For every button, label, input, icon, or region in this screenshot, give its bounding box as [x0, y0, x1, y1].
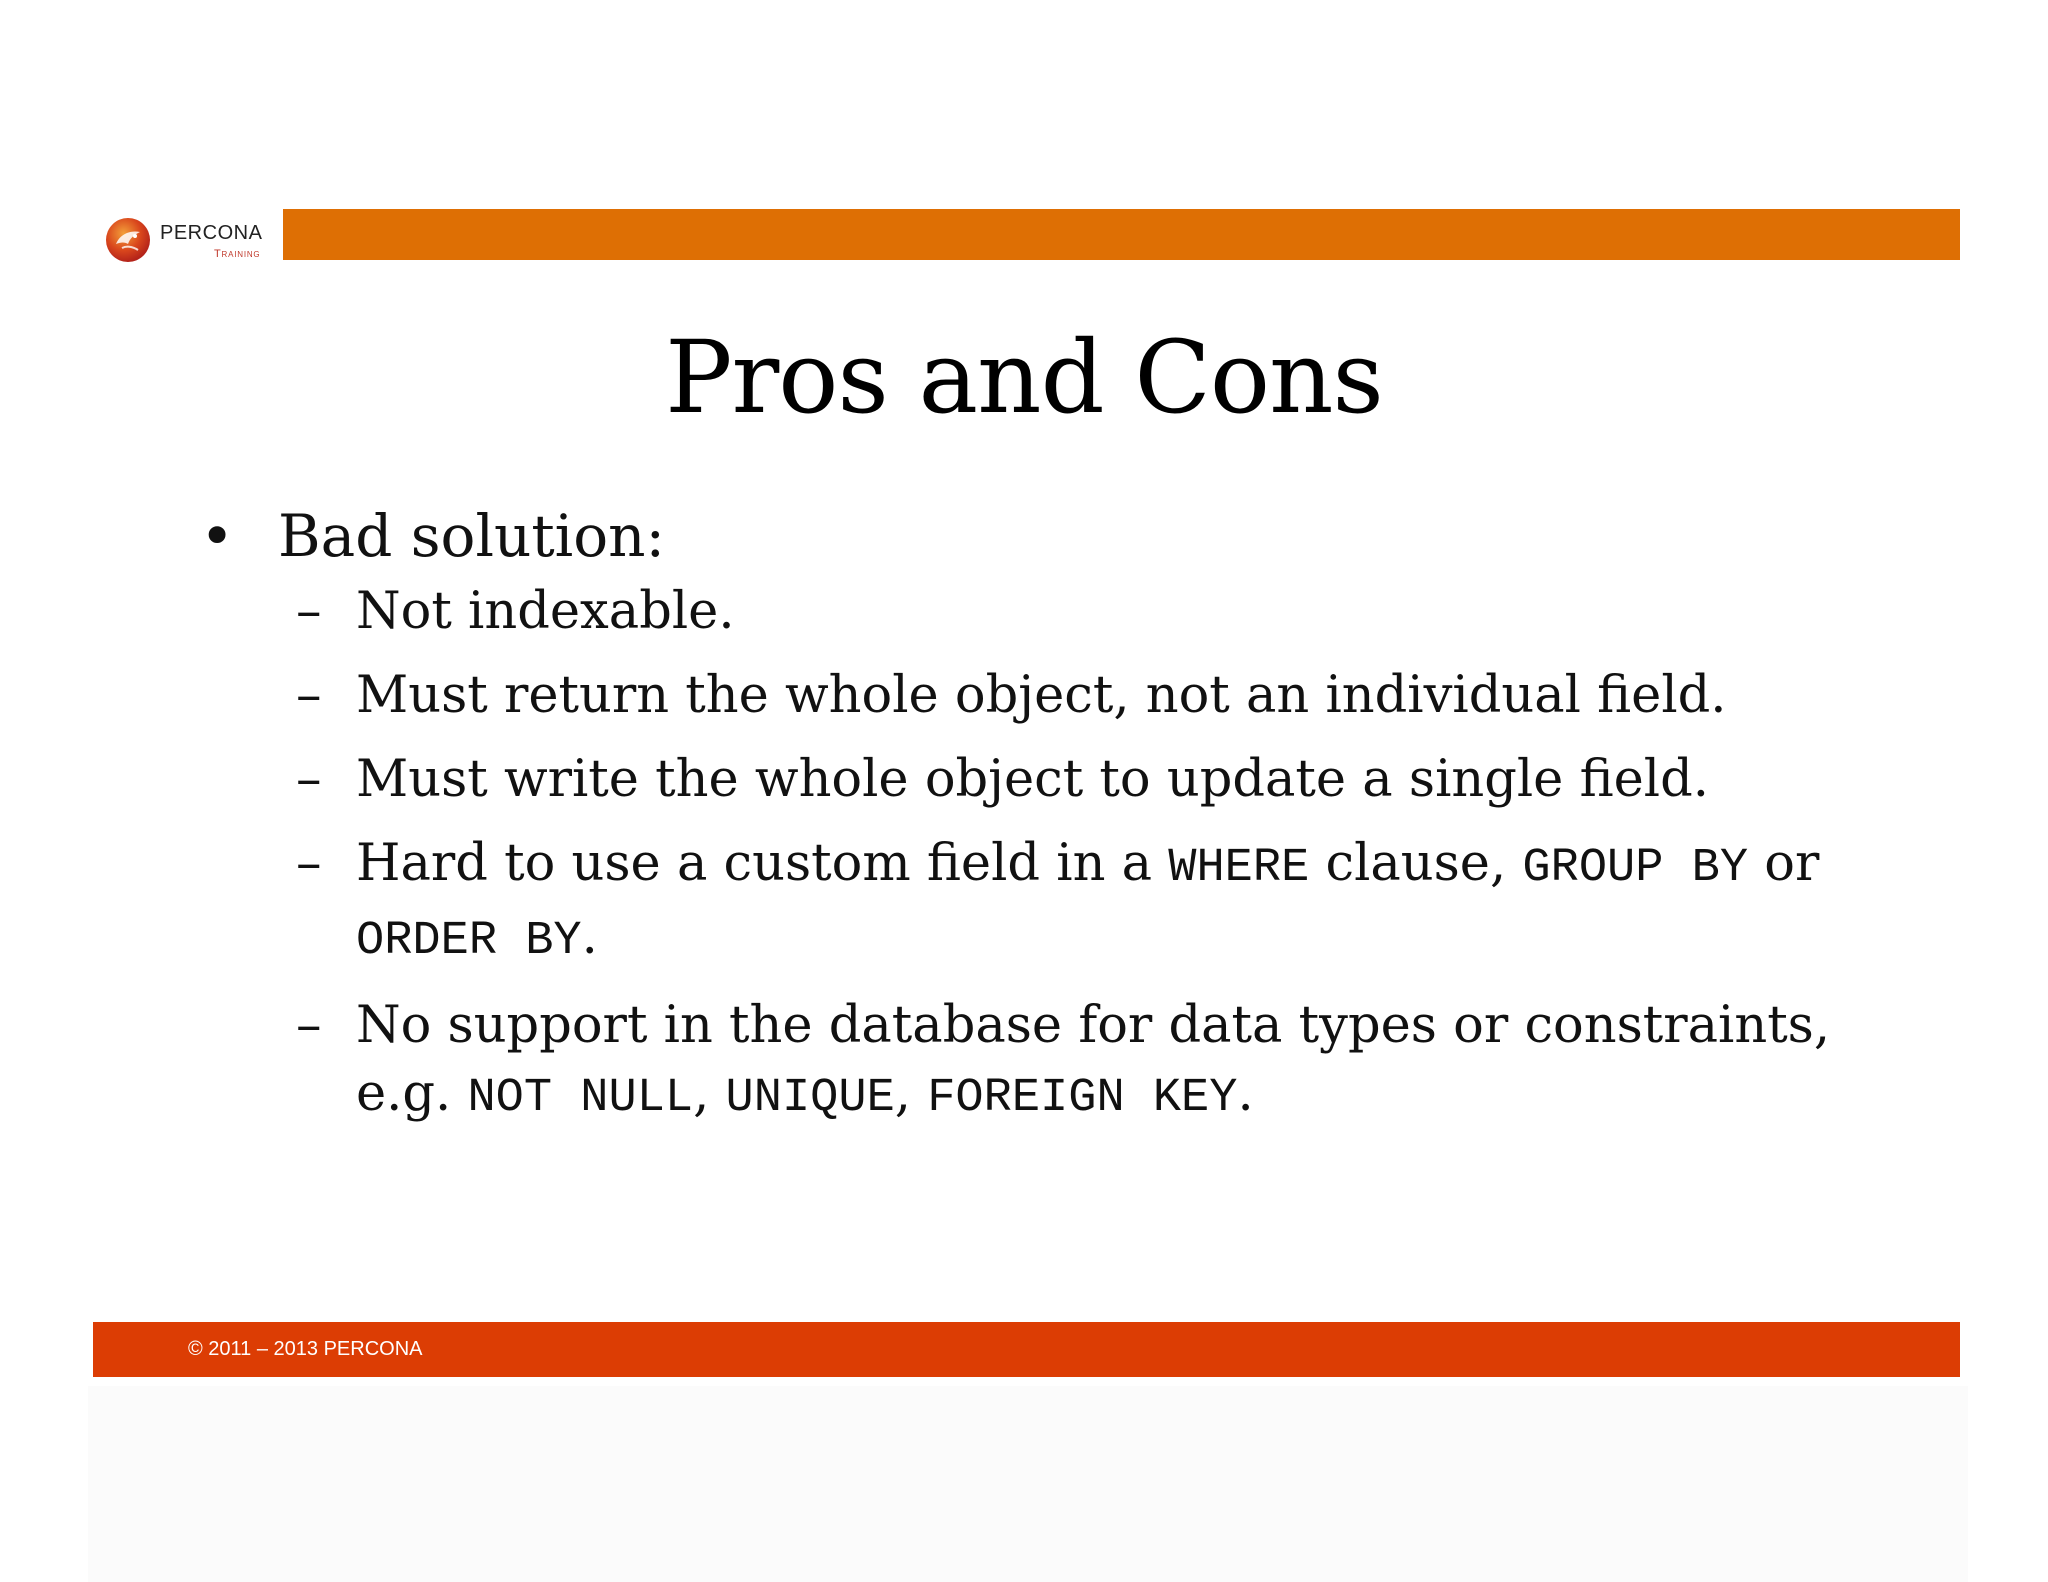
logo-subtitle: Training [214, 248, 261, 260]
sub-item-text: . [1237, 1064, 1254, 1123]
slide-title: Pros and Cons [665, 319, 1383, 436]
sub-item-text: Hard to use a custom field in a [356, 834, 1169, 893]
sub-item-text: , [693, 1064, 726, 1123]
copyright-text: © 2011 – 2013 PERCONA [188, 1338, 423, 1360]
dash-marker: – [296, 750, 322, 809]
sub-item-text: clause, [1309, 834, 1523, 893]
dash-marker: – [296, 996, 322, 1055]
code-unique: UNIQUE [725, 1072, 895, 1125]
dash-marker: – [296, 834, 322, 893]
sub-item-text: No support in the database for data types or constraints, e.g. [356, 996, 1831, 1123]
sub-list [200, 578, 1880, 1133]
logo-wordmark: PERCONA [160, 222, 263, 244]
sub-item-text: or [1748, 834, 1820, 893]
sub-item-write-whole-object [200, 746, 1880, 814]
sub-item-not-indexable [200, 578, 1880, 646]
sub-item-return-whole-object [200, 662, 1880, 730]
bullet-text: Bad solution: [278, 502, 666, 570]
sub-item-text: Must return the whole object, not an individual field. [356, 666, 1727, 725]
slide-content [200, 496, 1880, 1149]
percona-logo-icon [104, 216, 152, 264]
code-group-by: GROUP BY [1522, 842, 1749, 895]
percona-logo [104, 216, 276, 272]
sub-item-custom-field-clauses [200, 830, 1880, 976]
header-bar [283, 209, 1960, 260]
dash-marker: – [296, 582, 322, 641]
footer-bar [93, 1322, 1960, 1377]
code-not-null: NOT NULL [467, 1072, 694, 1125]
sub-item-text: , [894, 1064, 928, 1123]
sub-item-no-type-support [200, 992, 1880, 1133]
sub-item-text: Must write the whole object to update a single field. [356, 750, 1709, 809]
sub-item-text: . [581, 907, 598, 966]
code-order-by: ORDER BY [356, 915, 582, 968]
lower-margin [88, 1386, 1968, 1582]
code-where: WHERE [1168, 842, 1310, 895]
bullet-marker: • [200, 502, 235, 570]
main-bullet [200, 496, 1880, 576]
dash-marker: – [296, 666, 322, 725]
sub-item-text: Not indexable. [356, 582, 735, 641]
code-foreign-key: FOREIGN KEY [927, 1072, 1238, 1125]
